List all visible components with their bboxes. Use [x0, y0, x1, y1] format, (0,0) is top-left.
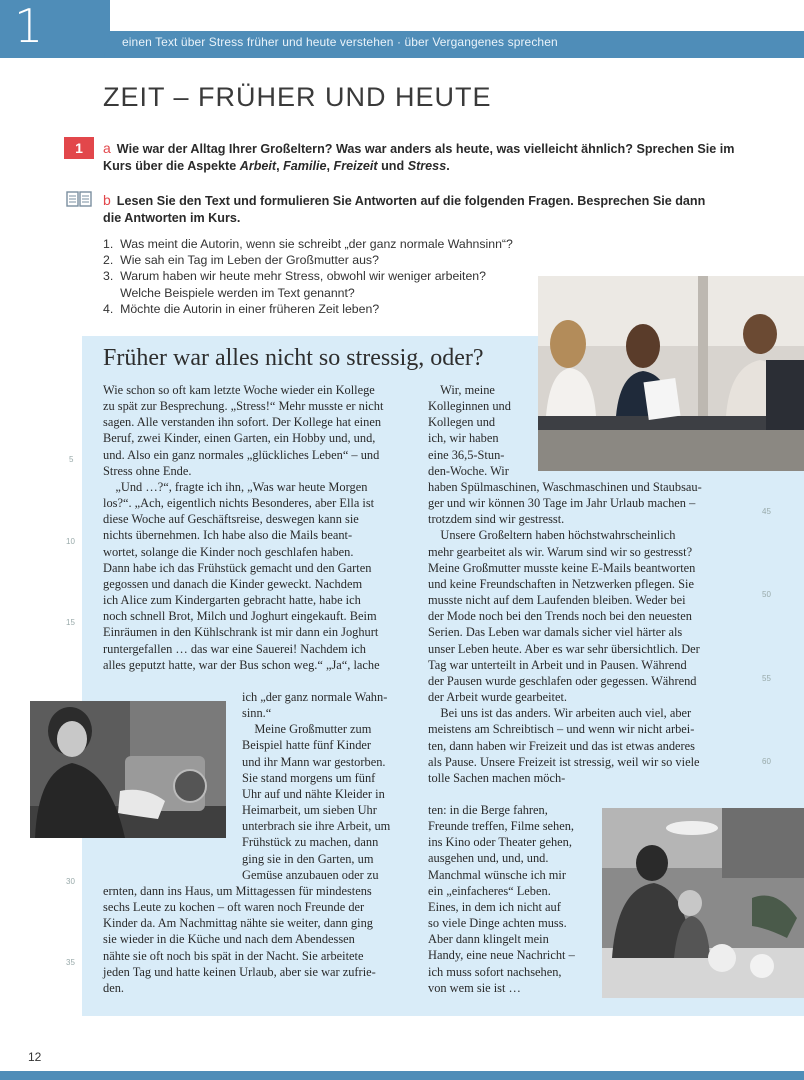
- article-line: nähte sie oft noch bis spät in der Nacht. Sie arbeitete: [103, 948, 364, 963]
- line-number: 60: [762, 757, 771, 766]
- article-line: ten, dann haben wir Freizeit und das ist etwas anderes: [428, 738, 696, 753]
- article-line: tolle Sachen machen möch-: [428, 770, 566, 785]
- article-line: sagen. Alle verstanden ihn sofort. Der Kollege hat einen: [103, 415, 382, 430]
- question-list: [103, 236, 513, 317]
- article-col1-narrow: [242, 689, 432, 883]
- question-item: 4. Möchte die Autorin in einer früheren Zeit leben?: [103, 301, 380, 316]
- article-line: Eines, in dem ich nicht auf: [428, 899, 561, 914]
- article-line: noch schnell Brot, Milch und Joghurt eingekauft. Beim: [103, 609, 377, 624]
- article-line: Meine Großmutter zum: [242, 722, 372, 737]
- article-line: Tag war unterteilt in Arbeit und in Pausen. Während: [428, 657, 687, 672]
- article-line: ausgehen und, und, und.: [428, 851, 549, 866]
- article-line: Stress ohne Ende.: [103, 463, 192, 478]
- article-line: Kollegen und: [428, 415, 496, 430]
- article-line: sinn.“: [242, 706, 272, 721]
- article-line: Bei uns ist das anders. Wir arbeiten auch viel, aber: [428, 706, 692, 721]
- article-line: Aber dann klingelt mein: [428, 932, 549, 947]
- task-1a: [103, 140, 743, 175]
- article-line: Dann habe ich das Frühstück gemacht und den Garten: [103, 560, 372, 575]
- article-line: zu spät zur Besprechung. „Stress!“ Mehr musste er nicht: [103, 399, 384, 414]
- article-col2-middle: [428, 479, 768, 786]
- article-line: ten: in die Berge fahren,: [428, 803, 548, 817]
- task-letter-b: b: [103, 192, 111, 208]
- task-1b-text: Lesen Sie den Text und formulieren Sie Antworten auf die folgenden Fragen. Besprechen Sie dann die Antworten im Kurs.: [103, 194, 706, 225]
- article-line: Meine Großmutter musste keine E-Mails beantworten: [428, 560, 696, 575]
- article-line: ernten, dann ins Haus, um Mittagessen für mindestens: [103, 884, 372, 898]
- line-number: 35: [66, 958, 75, 967]
- article-line: Beruf, zwei Kinder, einen Garten, ein Hobby und, und,: [103, 431, 376, 446]
- article-line: ins Kino oder Theater gehen,: [428, 835, 572, 850]
- article-line: ich Alice zum Kindergarten gebracht hatte, habe ich: [103, 593, 361, 608]
- article-line: sie wieder in die Küche und nach dem Abendessen: [103, 932, 355, 947]
- line-number: 30: [66, 877, 75, 886]
- article-line: eine 36,5-Stun-: [428, 447, 505, 462]
- task-1b: [103, 192, 723, 227]
- page-title: ZEIT – FRÜHER UND HEUTE: [103, 82, 492, 112]
- article-line: ger und wir können 30 Tage im Jahr Urlaub machen –: [428, 496, 696, 511]
- article-line: musste nicht auf dem Laufenden bleiben. Weder bei: [428, 593, 686, 608]
- article-line: nichts übernehmen. Ich habe also die Mails beant-: [103, 528, 353, 543]
- question-item: 2. Wie sah ein Tag im Leben der Großmutter aus?: [103, 253, 379, 268]
- article-line: „Und …?“, fragte ich ihn, „Was war heute Morgen: [103, 479, 368, 494]
- article-line: Gemüse anzubauen oder zu: [242, 867, 379, 882]
- task-1a-text: Wie war der Alltag Ihrer Großeltern? Was war anders als heute, was vielleicht ähnlich? Sprechen Sie im Kurs über die Aspekte Arbeit, Familie, Freizeit und Stress.: [103, 142, 735, 173]
- article-line: der Mode noch bei den Trends noch bei den neuesten: [428, 609, 692, 624]
- article-line: von wem sie ist …: [428, 980, 521, 995]
- article-line: und ihr Mann war gestorben.: [242, 754, 386, 769]
- article-line: so viele Dinge achten muss.: [428, 916, 567, 931]
- article-line: Kolleginnen und: [428, 399, 511, 414]
- article-col1-top: [103, 382, 433, 673]
- article-line: als Pause. Unsere Freizeit ist stressig, weil wir so viele: [428, 754, 700, 769]
- article-title: Früher war alles nicht so stressig, oder?: [103, 345, 484, 371]
- sewing-woman-photo: [30, 701, 226, 838]
- article-col2-narrow: [428, 382, 538, 479]
- article-line: Sie stand morgens um fünf: [242, 770, 376, 785]
- line-number: 50: [762, 590, 771, 599]
- task-letter-a: a: [103, 140, 111, 156]
- line-number: 55: [762, 674, 771, 683]
- article-line: der Pausen wurde geschlafen oder gegessen. Während: [428, 673, 697, 688]
- article-col1-bottom: [103, 883, 433, 996]
- article-line: meistens am Schreibtisch – und wenn wir nicht arbei-: [428, 722, 695, 737]
- article-line: runtergefallen … das war eine Sauerei! Nachdem ich: [103, 641, 366, 656]
- article-line: gegossen und danach die Kinder geweckt. Nachdem: [103, 576, 363, 591]
- footer-bar: [0, 1071, 804, 1080]
- article-line: wortet, solange die Kinder noch geschlafen haben.: [103, 544, 354, 559]
- article-line: haben Spülmaschinen, Waschmaschinen und Staubsau-: [428, 480, 702, 494]
- article-line: und. Also ein ganz normales „glückliches Leben“ – und: [103, 447, 380, 462]
- article-line: Kinder da. Am Nachmittag nähte sie weiter, dann ging: [103, 916, 373, 931]
- article-line: alles geputzt hatte, war der Bus schon weg.“ „Ja“, lache: [103, 657, 380, 672]
- article-line: diese Woche auf Geschäftsreise, deswegen kann sie: [103, 512, 359, 527]
- family-dinner-photo: [602, 808, 804, 998]
- article-line: Wir, meine: [428, 383, 495, 397]
- line-number: 15: [66, 618, 75, 627]
- question-item: 1. Was meint die Autorin, wenn sie schreibt „der ganz normale Wahnsinn“?: [103, 237, 513, 251]
- article-line: Freunde treffen, Filme sehen,: [428, 819, 575, 834]
- article-line: ich, wir haben: [428, 431, 499, 446]
- article-line: mehr gearbeitet als wir. Warum sind wir so gestresst?: [428, 544, 693, 559]
- line-number: 10: [66, 537, 75, 546]
- article-line: Manchmal wünsche ich mir: [428, 867, 566, 882]
- page-number: 12: [28, 1050, 42, 1064]
- reading-book-icon: [66, 191, 92, 207]
- article-line: Heimarbeit, um sieben Uhr: [242, 803, 377, 818]
- article-line: Unsere Großeltern haben höchstwahrscheinlich: [428, 528, 676, 543]
- line-number: 5: [69, 455, 74, 464]
- article-line: sechs Leute zu kochen – oft waren noch Freunde der: [103, 900, 365, 915]
- question-item: 3. Warum haben wir heute mehr Stress, obwohl wir weniger arbeiten?: [103, 269, 486, 284]
- article-line: und keine Freundschaften in Netzwerken pflegen. Sie: [428, 576, 694, 591]
- article-line: der Arbeit wurde gearbeitet.: [428, 690, 567, 705]
- article-line: Beispiel hatte fünf Kinder: [242, 738, 372, 753]
- article-line: Uhr auf und nähte Kleider in: [242, 786, 385, 801]
- article-line: Handy, eine neue Nachricht –: [428, 948, 575, 963]
- task-number-badge: 1: [64, 137, 94, 159]
- article-line: trotzdem sind wir gestresst.: [428, 512, 565, 527]
- article-line: unser Leben heute. Aber es war sehr übersichtlich. Der: [428, 641, 700, 656]
- article-line: Wie schon so oft kam letzte Woche wieder ein Kollege: [103, 383, 375, 397]
- article-col2-bottom: [428, 802, 603, 996]
- article-line: jeden Tag und hatte keinen Urlaub, aber sie war zufrie-: [103, 964, 376, 979]
- article-line: unterbrach sie ihre Arbeit, um: [242, 819, 391, 834]
- article-line: den-Woche. Wir: [428, 463, 509, 478]
- article-line: Einräumen in den Kühlschrank ist mir dann ein Joghurt: [103, 625, 379, 640]
- office-meeting-photo: [538, 276, 804, 471]
- article-line: los?“. „Ach, eigentlich nichts Besonderes, aber Ella ist: [103, 496, 375, 511]
- article-line: ging sie in den Garten, um: [242, 851, 374, 866]
- article-line: Serien. Das Leben war damals sicher viel härter als: [428, 625, 683, 640]
- article-line: den.: [103, 980, 124, 995]
- article-line: ich „der ganz normale Wahn-: [242, 690, 388, 704]
- article-line: ich muss sofort nachsehen,: [428, 964, 562, 979]
- chapter-number: 1: [14, 0, 44, 53]
- chapter-subtitle: einen Text über Stress früher und heute verstehen · über Vergangenes sprechen: [122, 35, 558, 49]
- question-item: Welche Beispiele werden im Text genannt?: [103, 285, 355, 300]
- article-line: Frühstück zu machen, dann: [242, 835, 379, 850]
- line-number: 45: [762, 507, 771, 516]
- article-line: ein „einfacheres“ Leben.: [428, 883, 551, 898]
